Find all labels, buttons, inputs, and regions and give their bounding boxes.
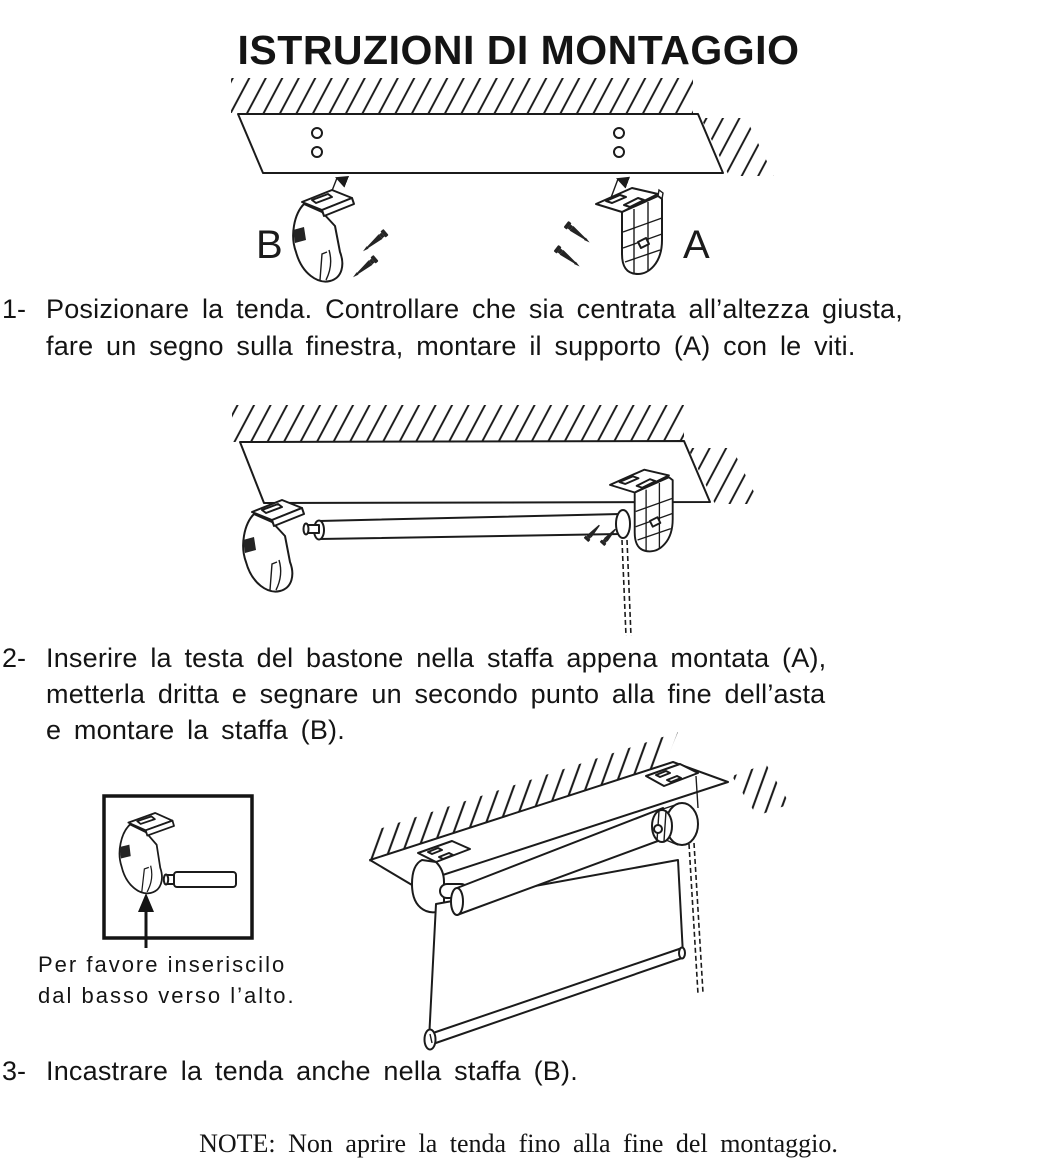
bracket-a-illustration: [596, 188, 663, 274]
step-text-line: Posizionare la tenda. Controllare che sia centrata all’altezza giusta,: [46, 294, 903, 324]
inset-caption: [38, 949, 296, 1011]
step-text-line: e montare la staffa (B).: [46, 715, 345, 745]
step-3-instruction: [2, 1053, 578, 1090]
bracket-b-illustration: [243, 500, 304, 592]
chain-wheel: [616, 510, 630, 538]
step-text-line: Incastrare la tenda anche nella staffa (B).: [46, 1056, 578, 1086]
rod-end: [164, 872, 236, 887]
label-bracket-b: B: [256, 223, 283, 267]
label-bracket-a: A: [683, 223, 710, 267]
diagram-insert-detail-box: [98, 788, 263, 958]
bead-chain: [622, 540, 631, 636]
page-title: ISTRUZIONI DI MONTAGGIO: [237, 27, 800, 74]
screw-icon: [350, 255, 378, 280]
step-text-line: Inserire la testa del bastone nella staffa appena montata (A),: [46, 643, 827, 673]
bracket-b-illustration: [293, 190, 354, 282]
caption-line: dal basso verso l’alto.: [38, 983, 296, 1008]
step-text-line: fare un segno sulla finestra, montare il supporto (A) con le viti.: [46, 331, 856, 361]
diagram-step2-rod-insertion: [220, 392, 790, 648]
diagram-step1-brackets: [228, 72, 788, 290]
footer-note: NOTE: Non aprire la tenda fino alla fine del montaggio.: [199, 1129, 838, 1158]
window-board: [238, 114, 723, 173]
step-text-line: metterla dritta e segnare un secondo punto alla fine dell’asta: [46, 679, 826, 709]
screw-icon: [554, 245, 583, 270]
step-number: 1-: [2, 294, 27, 324]
step-number: 2-: [2, 643, 27, 673]
step-number: 3-: [2, 1056, 27, 1086]
screw-icon: [564, 221, 593, 246]
diagram-step3-mounted-blind: [360, 712, 790, 1064]
roller-tube: [304, 514, 621, 540]
bead-chain: [689, 843, 703, 994]
caption-line: Per favore inseriscilo: [38, 952, 287, 977]
screw-icon: [360, 229, 388, 254]
step-1-instruction: [2, 291, 903, 365]
